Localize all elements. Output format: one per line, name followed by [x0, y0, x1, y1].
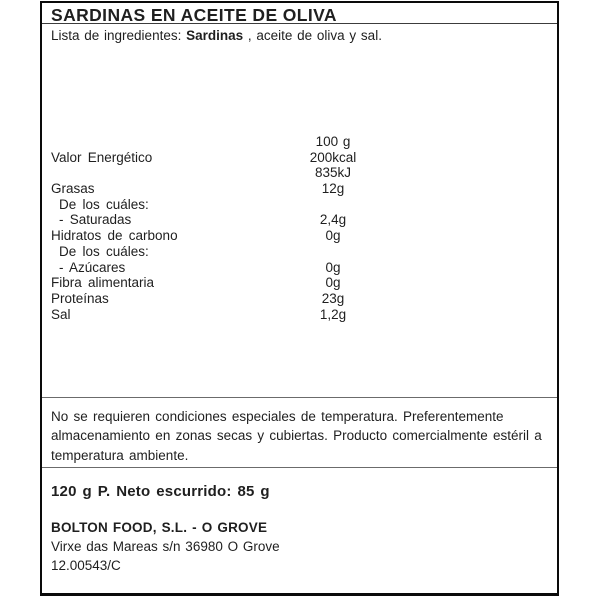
- manufacturer-block: [51, 519, 551, 575]
- nutrient-name: - Saturadas: [59, 212, 132, 228]
- storage-section-divider: [42, 397, 557, 398]
- product-title: SARDINAS EN ACEITE DE OLIVA: [51, 5, 337, 25]
- nutrient-name: De los cuáles:: [59, 243, 149, 259]
- nutrient-name: Proteínas: [51, 290, 109, 306]
- nutrient-name: - Azúcares: [59, 259, 126, 275]
- table-row: [51, 134, 551, 150]
- table-row: [51, 212, 551, 228]
- ingredients-suffix: , aceite de oliva y sal.: [243, 28, 382, 43]
- manufacturer-name: BOLTON FOOD, S.L. - O GROVE: [51, 520, 268, 535]
- table-row: [51, 150, 551, 166]
- nutrient-value: 835kJ: [314, 165, 352, 181]
- storage-text-line: almacenamiento en zonas secas y cubiertas. Producto comercialmente estéril a: [51, 428, 542, 444]
- product-label-sheet: [40, 1, 559, 596]
- nutrient-value: 12g: [321, 181, 345, 197]
- table-row: [51, 181, 551, 197]
- nutrient-value: 0g: [325, 259, 341, 275]
- nutrient-value: 23g: [321, 290, 345, 306]
- table-row: [51, 165, 551, 181]
- nutrient-name: Hidratos de carbono: [51, 228, 178, 244]
- table-row: [51, 244, 551, 260]
- nutrient-value: 1,2g: [319, 306, 347, 322]
- table-row: [51, 291, 551, 307]
- ingredients-prefix: Lista de ingredientes:: [51, 28, 187, 43]
- table-row: [51, 275, 551, 291]
- nutrient-name: Sal: [51, 306, 71, 322]
- ingredients-line: [51, 28, 551, 43]
- weight-section-divider: [42, 467, 557, 468]
- table-row: [51, 307, 551, 323]
- storage-instructions: [51, 407, 551, 465]
- net-weight: 120 g P. Neto escurrido: 85 g: [51, 483, 270, 500]
- title-divider: [42, 23, 557, 24]
- nutrient-value: 100 g: [315, 134, 351, 149]
- nutrient-value: 200kcal: [309, 149, 357, 165]
- table-row: [51, 197, 551, 213]
- nutrition-table: [51, 134, 551, 322]
- ingredients-main-ingredient: Sardinas: [186, 28, 244, 43]
- nutrient-value: 0g: [325, 275, 341, 291]
- nutrient-value: 0g: [325, 228, 341, 244]
- nutrient-name: Grasas: [51, 181, 95, 197]
- manufacturer-registration-code: 12.00543/C: [51, 557, 121, 573]
- nutrient-name: Valor Energético: [51, 149, 153, 165]
- table-row: [51, 228, 551, 244]
- nutrient-value: 2,4g: [319, 212, 347, 228]
- table-row: [51, 260, 551, 276]
- nutrient-name: De los cuáles:: [59, 196, 149, 212]
- storage-text-line: temperatura ambiente.: [51, 447, 189, 463]
- nutrient-name: Fibra alimentaria: [51, 275, 155, 291]
- manufacturer-address: Virxe das Mareas s/n 36980 O Grove: [51, 538, 280, 554]
- storage-text-line: No se requieren condiciones especiales de temperatura. Preferentemente: [51, 409, 504, 424]
